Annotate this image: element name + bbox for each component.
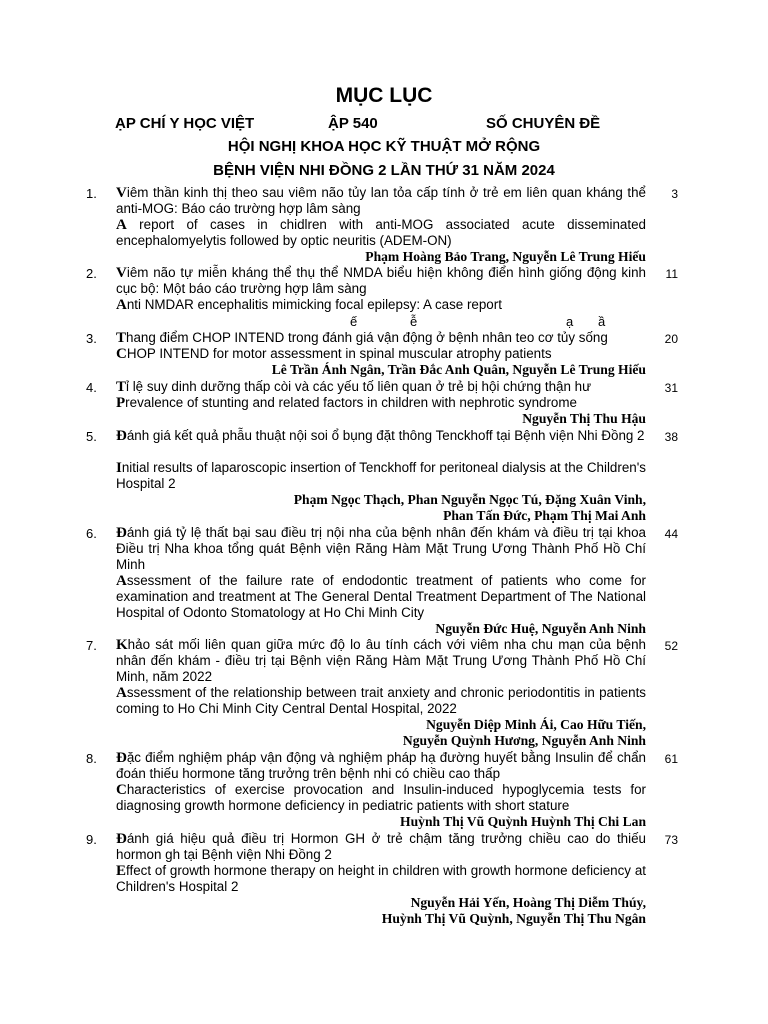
entry-authors: Phan Tấn Đức, Phạm Thị Mai Anh <box>443 508 646 523</box>
entry-authors: Nguyễn Thị Thu Hậu <box>522 411 646 426</box>
english-title <box>116 395 646 411</box>
english-title <box>116 460 646 492</box>
text-rest: revalence of stunting and related factors in children with nephrotic syndrome <box>125 395 577 410</box>
text-rest: report of cases in chidlren with anti-MOG associated acute disseminated encephalomyelytis followed by optic neuritis (ADEM-ON) <box>116 217 646 248</box>
entry-page-number[interactable]: 3 <box>671 187 678 201</box>
entry-authors: Lê Trần Ánh Ngân, Trần Đắc Anh Quân, Nguyễn Lê Trung Hiếu <box>271 362 646 377</box>
vietnamese-title[interactable] <box>116 428 646 444</box>
conference-subtitle: BỆNH VIỆN NHI ĐỒNG 2 LẦN THỨ 31 NĂM 2024 <box>213 162 555 179</box>
entry-page-number[interactable]: 38 <box>664 430 678 444</box>
vietnamese-title[interactable] <box>116 379 646 395</box>
initial-letter: I <box>116 460 122 476</box>
initial-letter: Đ <box>116 525 127 541</box>
text-rest: nti NMDAR encephalitis mimicking focal epilepsy: A case report <box>126 297 502 312</box>
text-rest: ánh giá tỷ lệ thất bại sau điều trị nội nha của bệnh nhân đến khám và điều trị tại khoa Điều trị Nha khoa tổng quát Bệnh viện Răng Hàm Mặt Trung Ương Thành Phố Hồ Chí Minh <box>116 525 646 572</box>
vietnamese-title[interactable] <box>116 525 646 573</box>
vietnamese-title[interactable] <box>116 750 646 782</box>
entry-number: 9. <box>86 832 97 847</box>
entry-number: 4. <box>86 380 97 395</box>
entry-authors: Nguyễn Hải Yến, Hoàng Thị Diễm Thúy, <box>410 895 646 910</box>
text-rest: ffect of growth hormone therapy on height in children with growth hormone deficiency at Children's Hospital 2 <box>116 863 646 894</box>
initial-letter: K <box>116 637 128 653</box>
entry-authors: Huỳnh Thị Vũ Quỳnh, Nguyễn Thị Thu Ngân <box>381 911 646 926</box>
entry-number: 5. <box>86 429 97 444</box>
entry-number: 7. <box>86 638 97 653</box>
english-title <box>116 685 646 717</box>
entry-number: 1. <box>86 186 97 201</box>
journal-header-left: ẠP CHÍ Y HỌC VIỆT <box>115 115 255 132</box>
english-title <box>116 782 646 814</box>
entry-authors: Nguyễn Diệp Minh Ái, Cao Hữu Tiến, <box>426 717 646 732</box>
text-rest: ssessment of the relationship between trait anxiety and chronic periodontitis in patients coming to Ho Chi Minh City Central Dental Hospital, 2022 <box>116 685 646 716</box>
initial-letter: C <box>116 782 127 798</box>
text-rest: iêm thần kinh thị theo sau viêm não tủy lan tỏa cấp tính ở trẻ em liên quan kháng thể anti-MOG: Báo cáo trường hợp lâm sàng <box>116 185 646 216</box>
initial-letter: Đ <box>116 750 127 766</box>
initial-letter: E <box>116 863 127 879</box>
conference-title: HỘI NGHỊ KHOA HỌC KỸ THUẬT MỞ RỘNG <box>227 138 541 155</box>
vietnamese-title[interactable] <box>116 185 646 217</box>
text-rest: iêm não tự miễn kháng thể thụ thể NMDA biểu hiện không điển hình giống động kinh cục bộ: Một báo cáo trường hợp lâm sàng <box>116 265 646 296</box>
journal-header-volume: ẬP 540 <box>328 115 378 132</box>
stray-diacritic: ế <box>350 314 358 329</box>
text-rest: hảo sát mối liên quan giữa mức độ lo âu tính cách với viêm nha chu mạn của bệnh nhân đến khám - điều trị tại Bệnh viện Răng Hàm Mặt Trung Ương Thành Phố Hồ Chí Minh, năm 2022 <box>116 637 646 684</box>
initial-letter: T <box>116 379 127 395</box>
initial-letter: Đ <box>116 428 127 444</box>
vietnamese-title[interactable] <box>116 330 646 346</box>
initial-letter: A <box>116 685 127 701</box>
entry-number: 8. <box>86 751 97 766</box>
text-rest: haracteristics of exercise provocation and Insulin-induced hypoglycemia tests for diagnosing growth hormone deficiency in pediatric patients with short stature <box>116 782 646 813</box>
entry-page-number[interactable]: 44 <box>664 527 678 541</box>
initial-letter: A <box>116 297 127 313</box>
text-rest: HOP INTEND for motor assessment in spinal muscular atrophy patients <box>126 346 552 361</box>
entry-number: 3. <box>86 331 97 346</box>
entry-authors: Nguyễn Quỳnh Hương, Nguyễn Anh Ninh <box>402 733 646 748</box>
entry-page-number[interactable]: 31 <box>664 381 678 395</box>
entry-number: 2. <box>86 266 97 281</box>
text-rest: hang điểm CHOP INTEND trong đánh giá vận động ở bệnh nhân teo cơ tủy sống <box>126 330 608 345</box>
english-title <box>116 573 646 621</box>
english-title <box>116 863 646 895</box>
initial-letter: V <box>116 185 127 201</box>
entry-authors: Nguyễn Đức Huệ, Nguyễn Anh Ninh <box>435 621 646 636</box>
entry-authors: Phạm Hoàng Bảo Trang, Nguyễn Lê Trung Hiếu <box>365 249 646 264</box>
english-title <box>116 217 646 249</box>
initial-letter: P <box>116 395 126 411</box>
entry-page-number[interactable]: 61 <box>664 752 678 766</box>
text-rest: ssessment of the failure rate of endodontic treatment of patients who come for examination and treatment at The General Dental Treatment Department of The National Hospital of Odonto Stomatology at Ho Chi Minh City <box>116 573 646 620</box>
initial-letter: Đ <box>116 831 127 847</box>
entry-page-number[interactable]: 20 <box>664 332 678 346</box>
entry-page-number[interactable]: 73 <box>664 833 678 847</box>
text-rest: ặc điểm nghiệm pháp vận động và nghiệm pháp hạ đường huyết bằng Insulin để chẩn đoán thiếu hormone tăng trưởng trên bệnh nhi có chiều cao thấp <box>116 750 646 781</box>
text-rest: ánh giá hiệu quả điều trị Hormon GH ở trẻ chậm tăng trưởng chiều cao do thiếu hormon gh tại Bệnh viện Nhi Đồng 2 <box>116 831 646 862</box>
initial-letter: A <box>116 573 127 589</box>
english-title <box>116 346 646 362</box>
journal-header-special-issue: SỐ CHUYÊN ĐỀ <box>486 115 601 132</box>
initial-letter: A <box>116 217 127 233</box>
page-title: MỤC LỤC <box>335 84 433 107</box>
initial-letter: C <box>116 346 127 362</box>
text-rest: ỉ lệ suy dinh dưỡng thấp còi và các yếu tố liên quan ở trẻ bị hội chứng thận hư <box>126 379 592 394</box>
stray-diacritic: ễ <box>410 314 418 329</box>
entry-authors: Phạm Ngọc Thạch, Phan Nguyễn Ngọc Tú, Đặng Xuân Vinh, <box>293 492 646 507</box>
entry-authors: Huỳnh Thị Vũ Quỳnh Huỳnh Thị Chi Lan <box>400 814 646 829</box>
english-title <box>116 297 646 313</box>
entry-number: 6. <box>86 526 97 541</box>
text-rest: nitial results of laparoscopic insertion of Tenckhoff for peritoneal dialysis at the Children's Hospital 2 <box>116 460 646 491</box>
entry-page-number[interactable]: 52 <box>664 639 678 653</box>
vietnamese-title[interactable] <box>116 265 646 297</box>
stray-diacritic: ầ <box>598 314 606 329</box>
stray-diacritic: ạ <box>566 314 574 329</box>
initial-letter: V <box>116 265 127 281</box>
entry-page-number[interactable]: 11 <box>665 267 678 281</box>
text-rest: ánh giá kết quả phẫu thuật nội soi ổ bụng đặt thông Tenckhoff tại Bệnh viện Nhi Đồng 2 <box>126 428 645 443</box>
initial-letter: T <box>116 330 127 346</box>
vietnamese-title[interactable] <box>116 831 646 863</box>
vietnamese-title[interactable] <box>116 637 646 685</box>
